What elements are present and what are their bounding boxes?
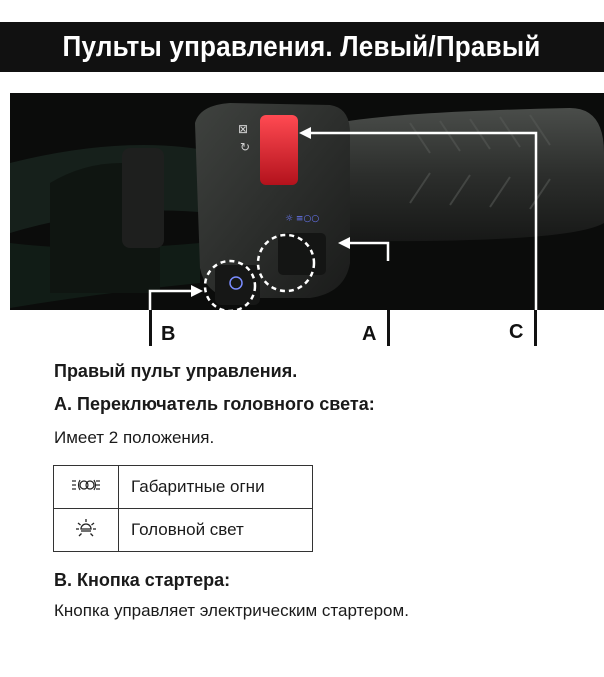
item-b-title: В. Кнопка стартера: — [54, 570, 231, 590]
headlight-switch-marking: ☼ ≡○○ — [285, 214, 320, 224]
handlebar-photo — [10, 93, 604, 310]
starter-button[interactable] — [215, 265, 260, 305]
run-icon: ↻ — [240, 140, 251, 154]
headlight-icon-cell — [54, 509, 119, 552]
headlight-icon — [75, 517, 97, 539]
parking-lights-icon — [71, 478, 101, 492]
headlight-label: Головной свет — [119, 509, 313, 552]
section-heading: Правый пульт управления. — [54, 361, 298, 381]
throttle-grip — [310, 108, 604, 241]
callout-a-leader — [387, 310, 390, 346]
page-title: Пульты управления. Левый/Правый — [63, 30, 541, 63]
handlebar-illustration — [10, 93, 604, 310]
table-row — [54, 466, 313, 509]
engine-stop-switch[interactable] — [260, 115, 298, 185]
callout-b-leader — [149, 310, 152, 346]
item-a-description: Имеет 2 положения. — [54, 428, 215, 447]
callout-c-label: C — [509, 321, 524, 343]
title-bar — [0, 22, 604, 72]
mirror-mount — [122, 148, 164, 248]
item-b-description: Кнопка управляет электрическим стартером. — [54, 601, 409, 620]
parking-lights-label: Габаритные огни — [119, 466, 313, 509]
parking-lights-icon-cell — [54, 466, 119, 509]
callout-a-label: A — [362, 323, 377, 345]
headlight-modes-table — [53, 465, 313, 552]
callout-c-leader — [534, 310, 537, 346]
table-row — [54, 509, 313, 552]
callout-b-label: B — [161, 323, 176, 345]
stop-run-icon: ⊠ — [238, 122, 249, 136]
item-a-title: А. Переключатель головного света: — [54, 394, 375, 414]
